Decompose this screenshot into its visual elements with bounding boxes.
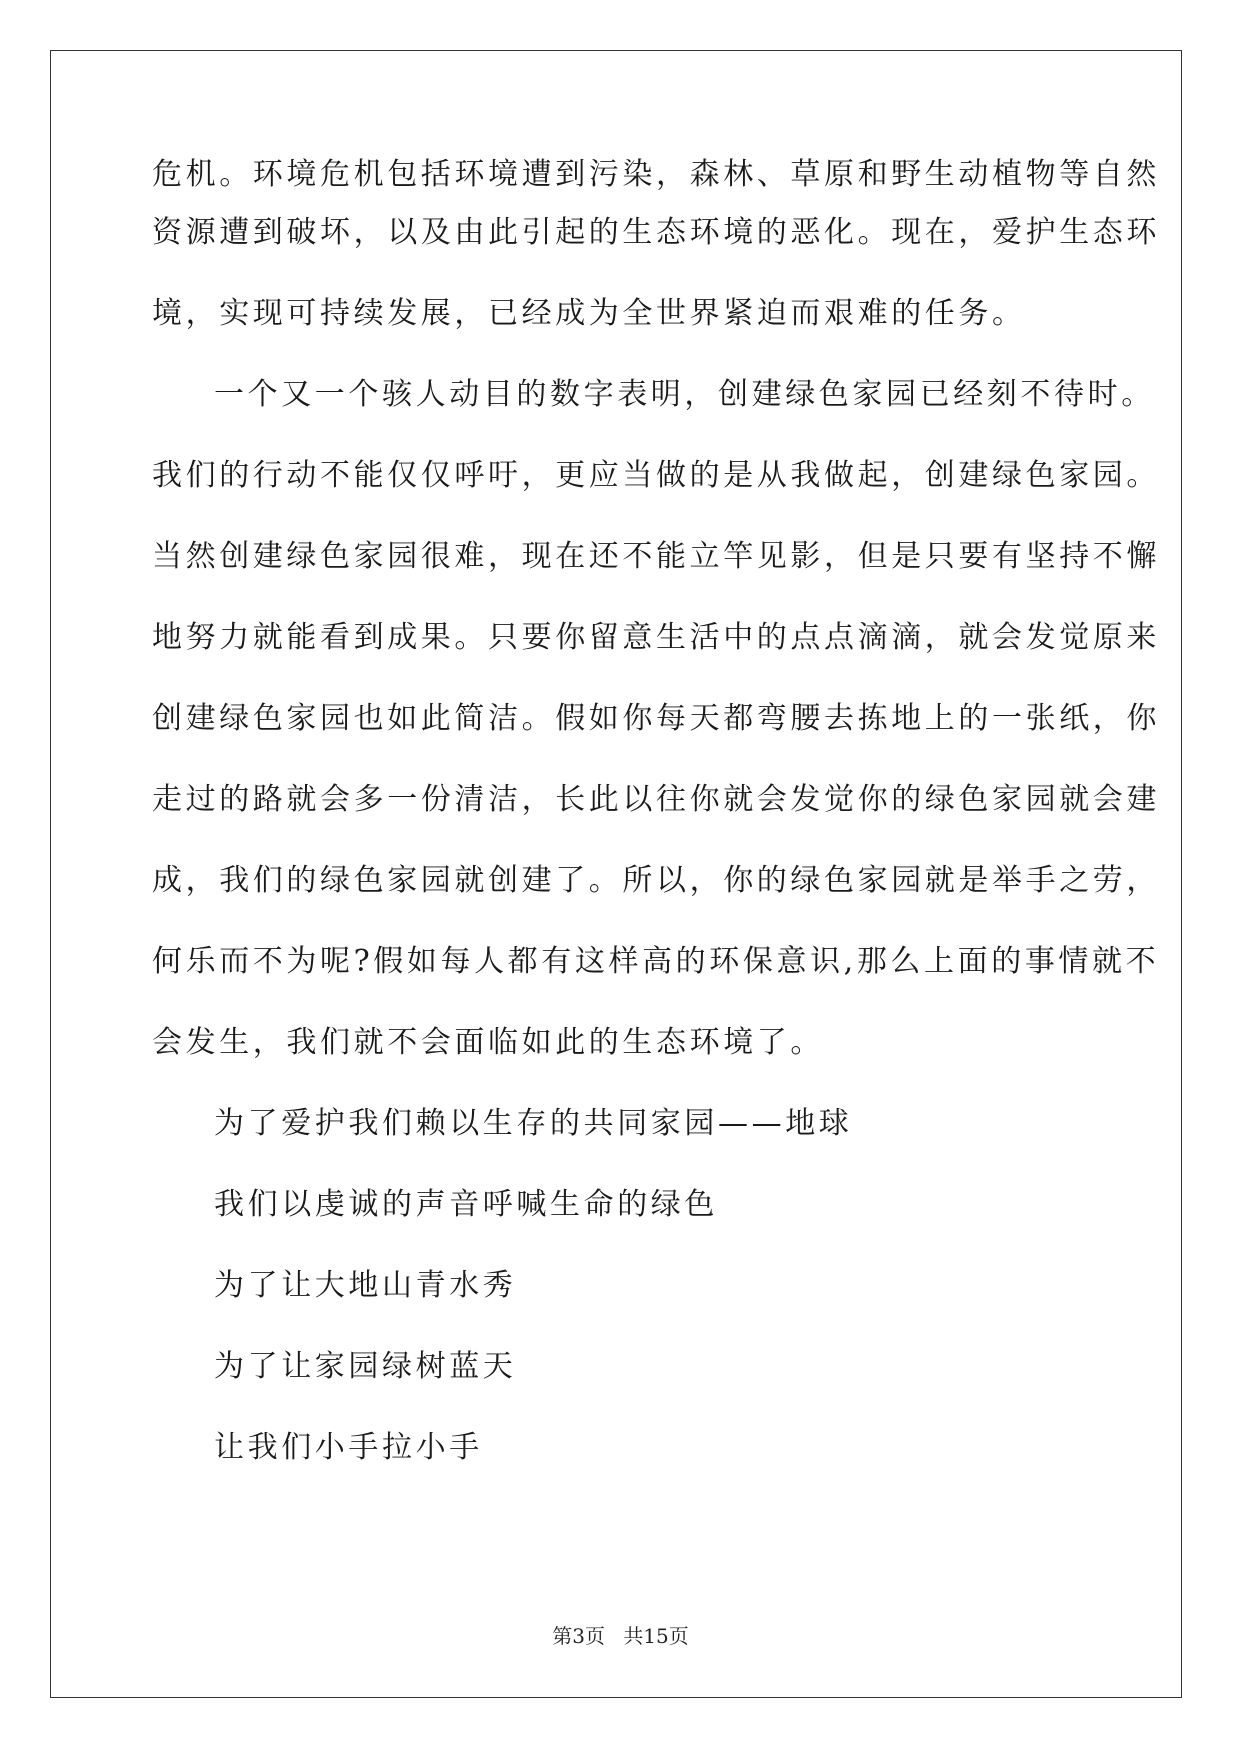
page-total: 共15页 [623, 1624, 689, 1648]
document-body [152, 157, 1160, 1488]
text-line: 一个又一个骇人动目的数字表明，创建绿色家园已经刻不待时。 [214, 377, 1155, 412]
verse-line: 为了让大地山青水秀 [214, 1268, 517, 1303]
verse-line: 为了让家园绿树蓝天 [214, 1349, 517, 1384]
text-line: 会发生，我们就不会面临如此的生态环境了。 [152, 1025, 824, 1060]
page-footer [0, 1620, 1241, 1649]
verse-line: 我们以虔诚的声音呼喊生命的绿色 [214, 1187, 718, 1222]
text-line: 我们的行动不能仅仅呼吁，更应当做的是从我做起，创建绿色家园。 [152, 458, 1160, 493]
text-line: 走过的路就会多一份清洁，长此以往你就会发觉你的绿色家园就会建 [152, 782, 1160, 817]
text-line: 当然创建绿色家园很难，现在还不能立竿见影，但是只要有坚持不懈 [152, 539, 1160, 574]
text-line: 地努力就能看到成果。只要你留意生活中的点点滴滴，就会发觉原来 [152, 620, 1160, 655]
verse-line: 为了爱护我们赖以生存的共同家园——地球 [214, 1106, 853, 1141]
text-line: 资源遭到破坏，以及由此引起的生态环境的恶化。现在，爱护生态环 [152, 215, 1160, 250]
text-line: 成，我们的绿色家园就创建了。所以，你的绿色家园就是举手之劳， [152, 863, 1160, 898]
verse-line: 让我们小手拉小手 [214, 1430, 483, 1465]
text-line: 境，实现可持续发展，已经成为全世界紧迫而艰难的任务。 [152, 296, 1026, 331]
page-number: 第3页 [552, 1624, 605, 1648]
text-line: 何乐而不为呢?假如每人都有这样高的环保意识,那么上面的事情就不 [152, 944, 1160, 979]
text-line: 创建绿色家园也如此简洁。假如你每天都弯腰去拣地上的一张纸，你 [152, 701, 1160, 736]
text-line: 危机。环境危机包括环境遭到污染，森林、草原和野生动植物等自然 [152, 157, 1160, 192]
